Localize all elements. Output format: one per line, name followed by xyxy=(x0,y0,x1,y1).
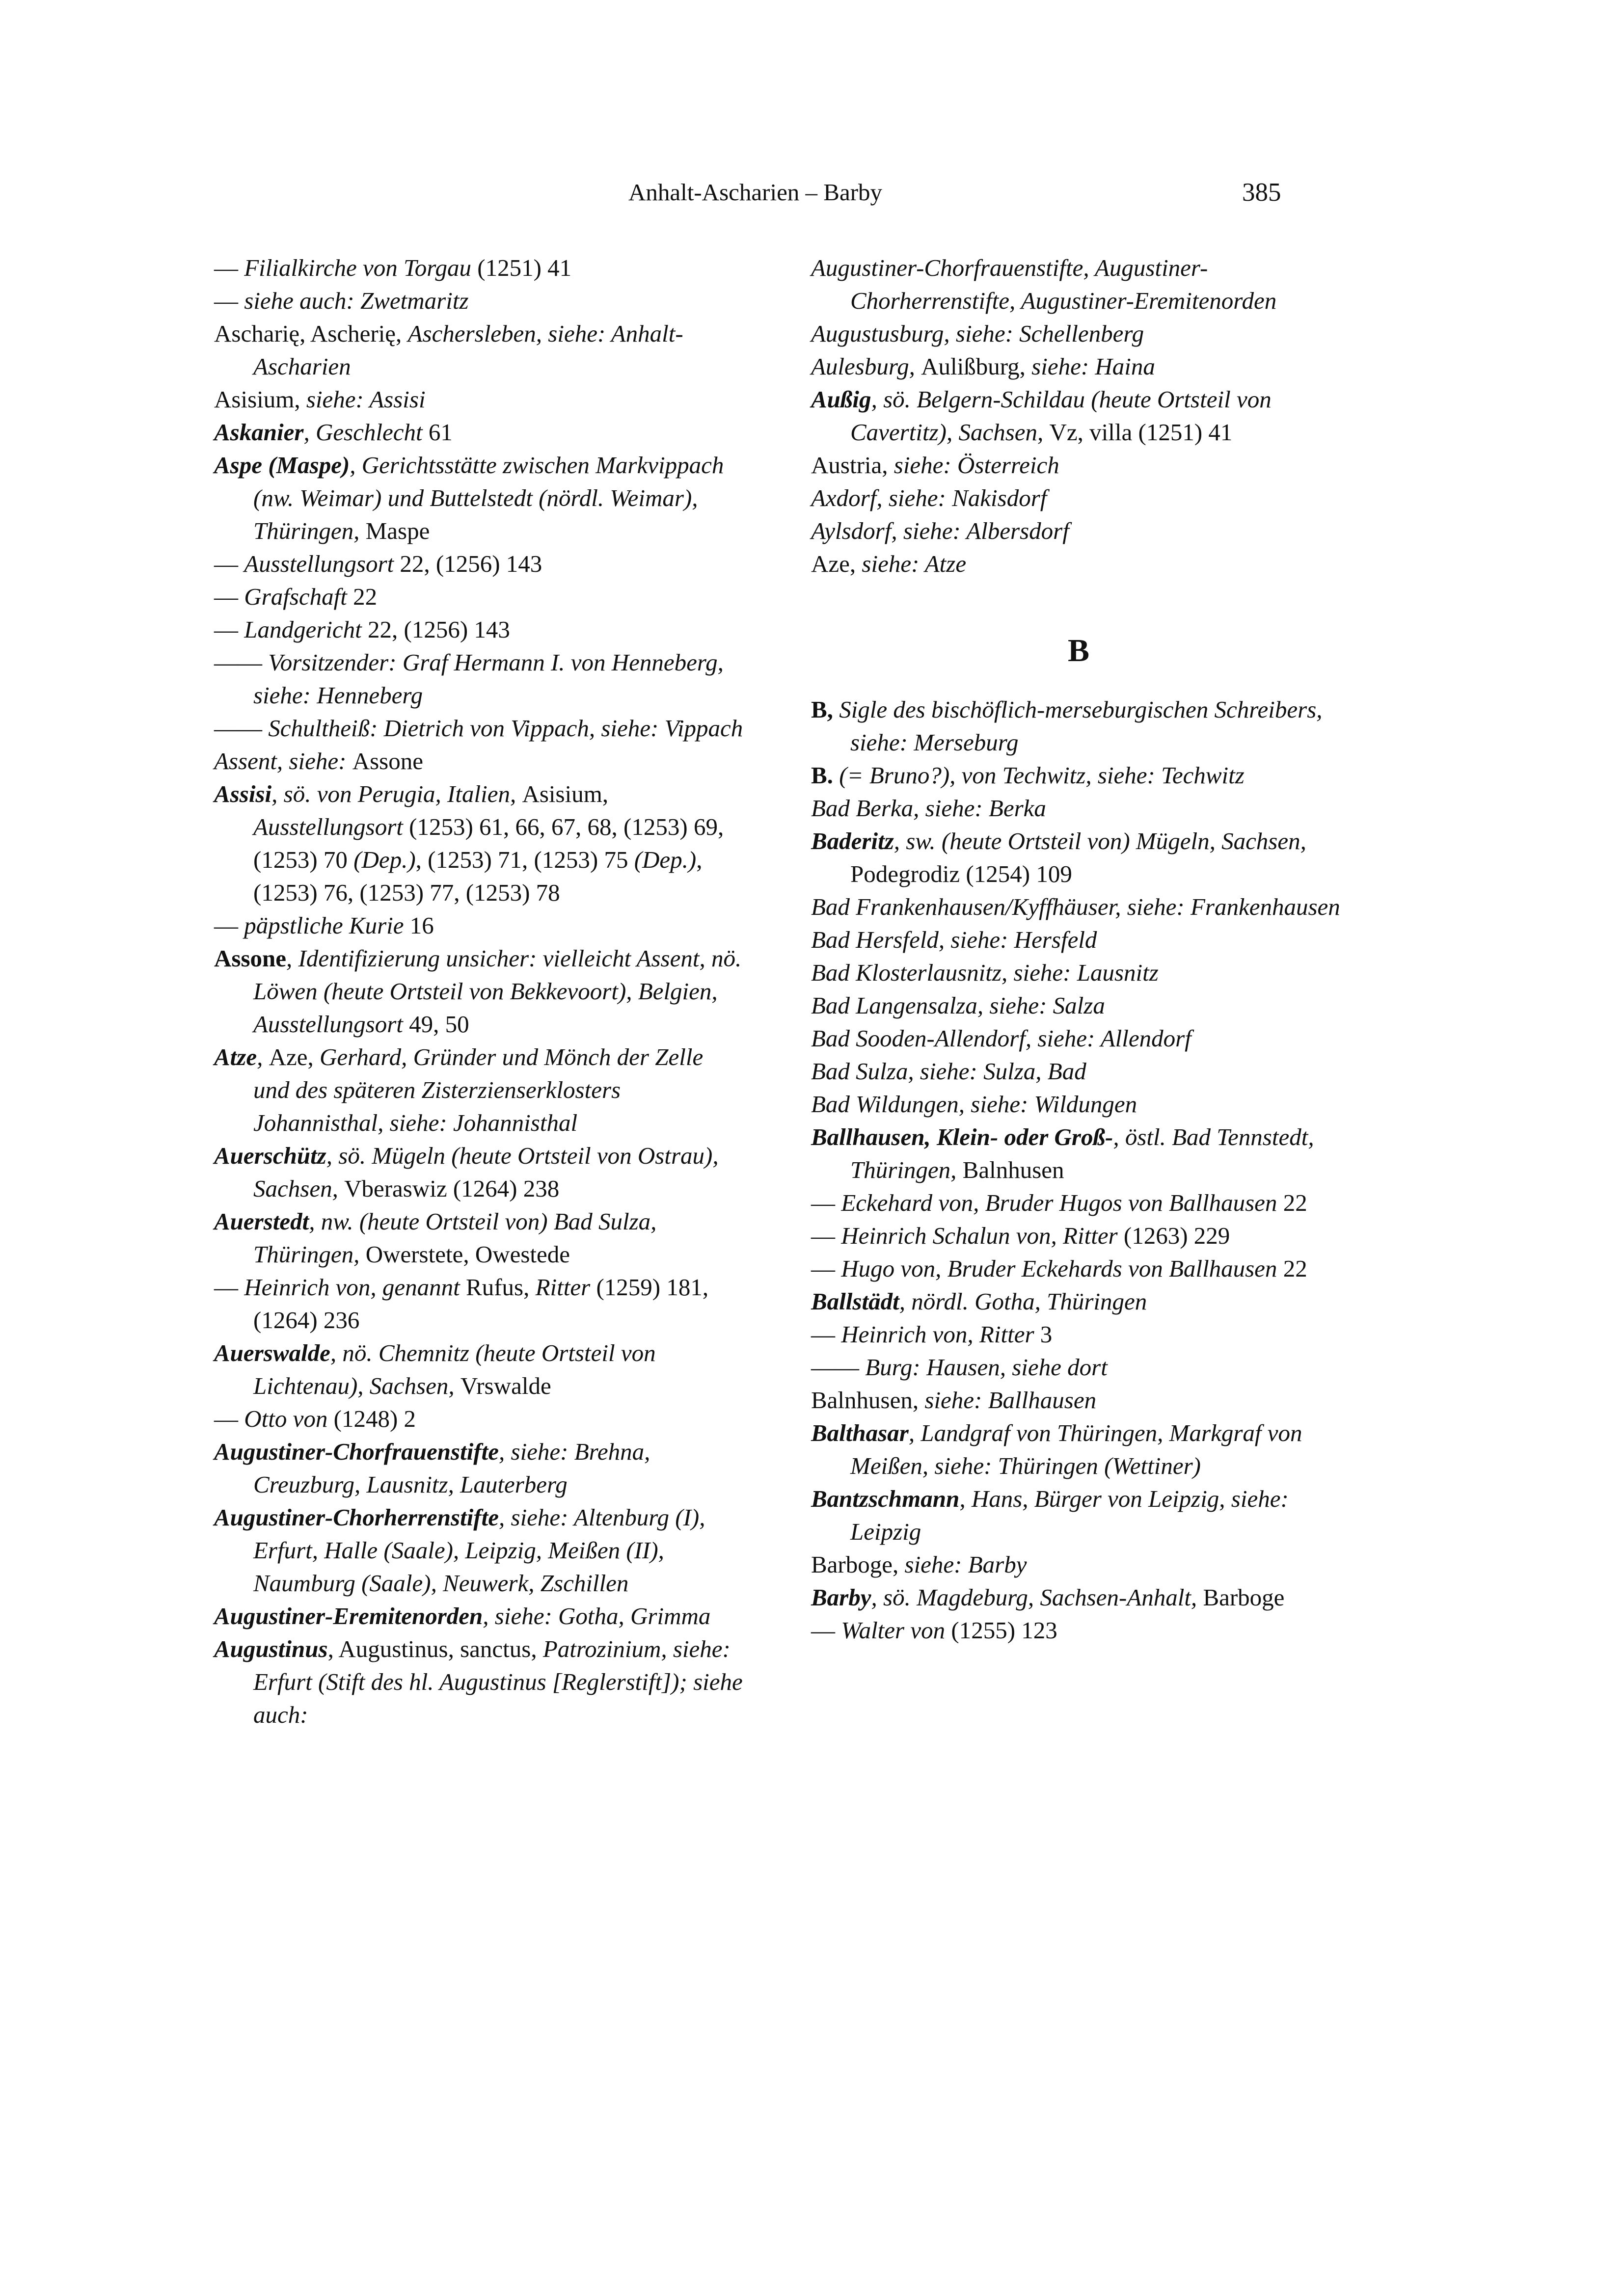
entry-text: Aylsdorf, siehe: Albersdorf xyxy=(811,517,1069,544)
entry-text: Bad Sulza, siehe: Sulza, Bad xyxy=(811,1058,1086,1085)
index-entry xyxy=(811,1416,1346,1482)
entry-text: Bad Langensalza, siehe: Salza xyxy=(811,992,1105,1019)
entry-text: Heinrich von, Ritter xyxy=(841,1321,1034,1348)
entry-text: (1255) 123 xyxy=(945,1617,1057,1644)
index-entry xyxy=(214,909,744,942)
index-entry xyxy=(811,1581,1346,1614)
entry-text: — xyxy=(214,583,244,610)
entry-text: Ausstellungsort xyxy=(253,813,403,840)
entry-text: Barby xyxy=(811,1584,871,1611)
entry-text: , Identifizierung unsicher: vielleicht Assent, nö. Löwen (heute Ortsteil von Bekkevoort), Belgien, Ausstellungsort xyxy=(253,945,742,1038)
index-entry xyxy=(811,923,1346,956)
entry-text: siehe: Barby xyxy=(904,1551,1027,1578)
entry-text: Balnhusen, xyxy=(811,1387,925,1414)
index-entry xyxy=(811,989,1346,1022)
entry-text: siehe: Atze xyxy=(862,550,967,577)
index-entry xyxy=(811,1088,1346,1121)
entry-text: , östl. Bad Tennstedt, Thüringen, xyxy=(850,1123,1314,1183)
entry-text: — xyxy=(214,287,244,314)
entry-text: Askanier xyxy=(214,419,304,446)
entry-text: Aze, xyxy=(269,1043,320,1070)
entry-text: Ballhausen, Klein- oder Groß- xyxy=(811,1123,1113,1150)
entry-text: — xyxy=(811,1222,841,1249)
index-entry xyxy=(811,251,1346,317)
index-entry xyxy=(214,1501,744,1600)
page-header xyxy=(0,173,1624,212)
entry-text: 49, 50 xyxy=(403,1011,469,1038)
entry-text: Ausstellungsort xyxy=(244,550,394,577)
index-entry xyxy=(214,1205,744,1271)
entry-text: — xyxy=(214,254,244,281)
page-number: 385 xyxy=(1242,178,1281,207)
entry-text: Bad Berka, siehe: Berka xyxy=(811,795,1046,822)
entry-text: Landgericht xyxy=(244,616,362,643)
index-entry xyxy=(811,693,1346,759)
index-entry xyxy=(811,1055,1346,1088)
entry-text: Vberaswiz (1264) 238 xyxy=(344,1175,560,1202)
entry-text: —— xyxy=(214,649,269,676)
entry-text: Schultheiß: Dietrich von Vippach, siehe: Vippach xyxy=(268,715,743,742)
index-entry xyxy=(214,284,744,317)
section-letter-heading: B xyxy=(1067,633,1090,668)
entry-text: Gerhard, Gründer und Mönch der Zelle und des späteren Zisterzienserklosters Johannisthal, siehe: Johannisthal xyxy=(253,1043,704,1136)
entry-text: — xyxy=(811,1255,841,1282)
entry-text: päpstliche Kurie xyxy=(244,912,404,939)
entry-text: B. xyxy=(811,762,839,789)
index-entry xyxy=(214,449,744,547)
index-entry xyxy=(214,1435,744,1501)
entry-text: Vrswalde xyxy=(460,1372,551,1399)
entry-text: Asisium, xyxy=(214,386,306,413)
index-entry xyxy=(811,1219,1346,1252)
entry-text: Barboge, xyxy=(811,1551,905,1578)
index-entry xyxy=(811,547,1346,580)
entry-text: , (1253) 76, (1253) 77, (1253) 78 xyxy=(253,846,703,906)
entry-text: Bad Frankenhausen/Kyffhäuser, siehe: Frankenhausen xyxy=(811,893,1340,920)
entry-text: Assisi xyxy=(214,780,272,807)
entry-text: 22, (1256) 143 xyxy=(394,550,542,577)
index-entry xyxy=(811,956,1346,989)
entry-text: , nördl. Gotha, Thüringen xyxy=(899,1288,1147,1315)
entry-text: Otto von xyxy=(244,1405,328,1432)
entry-text: , siehe: Gotha, Grimma xyxy=(483,1602,711,1629)
entry-text: Aze, xyxy=(811,550,862,577)
index-entry xyxy=(214,317,744,383)
entry-text: , Geschlecht xyxy=(303,419,429,446)
index-entry xyxy=(811,759,1346,792)
entry-text: , xyxy=(327,1635,339,1662)
index-column-left xyxy=(214,251,744,1731)
entry-text: Owerstete, Owestede xyxy=(365,1241,570,1268)
index-entry xyxy=(811,449,1346,481)
entry-text: Podegrodiz (1254) 109 xyxy=(850,860,1072,887)
entry-text: , Gerichtsstätte zwischen Markvippach (nw. Weimar) und Buttelstedt (nördl. Weimar), Thüringen, xyxy=(253,452,724,544)
entry-text: , siehe: Brehna, Creuzburg, Lausnitz, Lauterberg xyxy=(253,1438,650,1498)
entry-text: Eckehard von, Bruder Hugos von Ballhausen xyxy=(841,1189,1277,1216)
entry-text: Barboge xyxy=(1203,1584,1285,1611)
entry-text: Bad Klosterlausnitz, siehe: Lausnitz xyxy=(811,959,1159,986)
entry-text: (Dep.) xyxy=(634,846,697,873)
index-entry xyxy=(811,1614,1346,1647)
entry-text: (1251) 41 xyxy=(471,254,572,281)
entry-text: , xyxy=(257,1043,269,1070)
entry-text: Augustinus xyxy=(214,1635,328,1662)
index-entry xyxy=(811,1351,1346,1384)
entry-text: Balthasar xyxy=(811,1419,909,1446)
entry-text: — xyxy=(811,1189,841,1216)
index-entry xyxy=(811,514,1346,547)
entry-text: Augustiner-Chorherrenstifte xyxy=(214,1504,499,1531)
index-entry xyxy=(811,317,1346,350)
entry-text: Assent, siehe: xyxy=(214,748,352,774)
entry-text: Augustiner-Chorfrauenstifte, Augustiner-Chorherrenstifte, Augustiner-Eremitenorden xyxy=(811,254,1277,314)
entry-text: 22 xyxy=(1277,1255,1307,1282)
entry-text: , sö. Belgern-Schildau (heute Ortsteil von Cavertitz), Sachsen, xyxy=(850,386,1272,446)
entry-text: Augustinus, sanctus, xyxy=(338,1635,543,1662)
entry-text: Bad Hersfeld, siehe: Hersfeld xyxy=(811,926,1097,953)
entry-text: Ballstädt xyxy=(811,1288,899,1315)
entry-text: Atze xyxy=(214,1043,257,1070)
entry-text: , nw. (heute Ortsteil von) Bad Sulza, Thüringen, xyxy=(253,1208,657,1268)
entry-text: siehe: Ballhausen xyxy=(924,1387,1097,1414)
running-title: Anhalt-Ascharien – Barby xyxy=(628,179,883,206)
entry-text: (Dep.) xyxy=(353,846,416,873)
entry-text: Aulißburg, xyxy=(921,353,1032,380)
entry-text: Walter von xyxy=(841,1617,946,1644)
index-entry xyxy=(214,416,744,449)
entry-text: (1248) 2 xyxy=(327,1405,416,1432)
entry-text: — xyxy=(214,616,244,643)
entry-text: — xyxy=(811,1321,841,1348)
entry-text: Balnhusen xyxy=(962,1156,1064,1183)
entry-text: Vz, villa (1251) 41 xyxy=(1049,419,1233,446)
entry-text: (1259) 181, (1264) 236 xyxy=(253,1274,709,1334)
entry-text: Augustusburg, siehe: Schellenberg xyxy=(811,320,1144,347)
index-entry xyxy=(811,1285,1346,1318)
entry-text: siehe: Haina xyxy=(1031,353,1155,380)
entry-text: , sö. Mügeln (heute Ortsteil von Ostrau), Sachsen, xyxy=(253,1142,719,1202)
entry-text: , sö. Magdeburg, Sachsen-Anhalt, xyxy=(871,1584,1203,1611)
entry-text: Patrozinium, siehe: Erfurt (Stift des hl. Augustinus [Reglerstift]); siehe auch: xyxy=(253,1635,743,1728)
entry-text: Asisium, xyxy=(522,780,609,807)
entry-text: siehe: Assisi xyxy=(306,386,426,413)
entry-text: (1263) 229 xyxy=(1117,1222,1230,1249)
entry-text: 61 xyxy=(428,419,453,446)
entry-text: — xyxy=(214,1405,244,1432)
entry-text: —— xyxy=(214,715,269,742)
entry-text: 3 xyxy=(1034,1321,1053,1348)
entry-text: Burg: Hausen, siehe dort xyxy=(865,1354,1108,1381)
index-entry xyxy=(811,1186,1346,1219)
index-entry xyxy=(811,1384,1346,1416)
entry-text: Bantzschmann xyxy=(811,1485,960,1512)
index-entry xyxy=(811,825,1346,890)
entry-text: , Hans, Bürger von Leipzig, siehe: Leipzig xyxy=(850,1485,1289,1545)
entry-text: , Landgraf von Thüringen, Markgraf von Meißen, siehe: Thüringen (Wettiner) xyxy=(850,1419,1302,1479)
entry-text: Aschersleben, siehe: Anhalt-Ascharien xyxy=(253,320,683,380)
index-entry xyxy=(811,1482,1346,1548)
entry-text: Aspe (Maspe) xyxy=(214,452,350,479)
entry-text: Augustiner-Chorfrauenstifte xyxy=(214,1438,499,1465)
index-entry xyxy=(214,646,744,712)
index-entry xyxy=(214,1139,744,1205)
entry-text: (1253) 61, 66, 67, 68, (1253) 69, (1253) 70 xyxy=(253,813,724,873)
index-entry xyxy=(811,481,1346,514)
index-entry xyxy=(214,383,744,416)
entry-text: Sigle des bischöflich-merseburgischen Schreibers, siehe: Merseburg xyxy=(839,696,1323,756)
index-entry xyxy=(811,890,1346,923)
entry-text: , siehe: Altenburg (I), Erfurt, Halle (Saale), Leipzig, Meißen (II), Naumburg (Saale), Neuwerk, Zschillen xyxy=(253,1504,705,1597)
index-entry xyxy=(811,1022,1346,1055)
entry-text: B, xyxy=(811,696,839,723)
entry-text: (= Bruno?), von Techwitz, siehe: Techwitz xyxy=(839,762,1245,789)
entry-text: Bad Wildungen, siehe: Wildungen xyxy=(811,1091,1137,1118)
index-column-right xyxy=(811,251,1346,1647)
index-entry xyxy=(811,350,1346,383)
entry-text: Filialkirche von Torgau xyxy=(244,254,471,281)
index-entry xyxy=(214,547,744,580)
index-entry xyxy=(811,1121,1346,1186)
entry-text: Baderitz xyxy=(811,828,894,854)
entry-text: —— xyxy=(811,1354,866,1381)
entry-text: Auerstedt xyxy=(214,1208,309,1235)
entry-text: Auerschütz xyxy=(214,1142,326,1169)
index-entry xyxy=(811,383,1346,449)
entry-text: — xyxy=(214,912,244,939)
index-entry xyxy=(214,1271,744,1336)
index-entry xyxy=(214,1600,744,1632)
entry-text: Austria, xyxy=(811,452,894,479)
index-entry xyxy=(214,613,744,646)
entry-text: siehe: Österreich xyxy=(893,452,1059,479)
entry-text: Axdorf, siehe: Nakisdorf xyxy=(811,484,1047,511)
entry-text: Ascharię, Ascherię, xyxy=(214,320,408,347)
index-entry xyxy=(811,1318,1346,1351)
index-entry xyxy=(214,745,744,777)
entry-text: Assone xyxy=(214,945,287,972)
entry-text: Heinrich Schalun von, Ritter xyxy=(841,1222,1118,1249)
entry-text: , nö. Chemnitz (heute Ortsteil von Lichtenau), Sachsen, xyxy=(253,1339,656,1399)
entry-text: Maspe xyxy=(365,517,430,544)
entry-text: Rufus, xyxy=(466,1274,536,1301)
entry-text: Vorsitzender: Graf Hermann I. von Henneberg, siehe: Henneberg xyxy=(253,649,724,709)
entry-text: 22 xyxy=(1277,1189,1307,1216)
entry-text: Aulesburg, xyxy=(811,353,921,380)
index-entry xyxy=(811,1252,1346,1285)
entry-text: Auerswalde xyxy=(214,1339,330,1366)
entry-text: siehe auch: Zwetmaritz xyxy=(244,287,469,314)
index-entry xyxy=(214,712,744,745)
entry-text: , sw. (heute Ortsteil von) Mügeln, Sachsen, xyxy=(893,828,1306,854)
entry-text: 22, (1256) 143 xyxy=(361,616,510,643)
entry-text: , (1253) 71, (1253) 75 xyxy=(415,846,634,873)
index-entry xyxy=(214,1041,744,1139)
entry-text: 22 xyxy=(347,583,378,610)
entry-text: , sö. von Perugia, Italien, xyxy=(271,780,522,807)
index-entry xyxy=(214,1402,744,1435)
entry-text: — xyxy=(214,550,244,577)
entry-text: Heinrich von, genannt xyxy=(244,1274,466,1301)
entry-text: Außig xyxy=(811,386,871,413)
entry-text: — xyxy=(811,1617,841,1644)
index-entry xyxy=(214,251,744,284)
index-entry xyxy=(811,1548,1346,1581)
index-entry xyxy=(214,777,744,909)
index-entry xyxy=(214,1632,744,1731)
entry-text: — xyxy=(214,1274,244,1301)
index-entry xyxy=(811,792,1346,825)
index-entry xyxy=(214,1336,744,1402)
index-entry xyxy=(214,942,744,1041)
entry-text: Ritter xyxy=(535,1274,591,1301)
entry-text: Assone xyxy=(352,748,423,774)
entry-text: Grafschaft xyxy=(244,583,347,610)
index-entry xyxy=(214,580,744,613)
entry-text: Hugo von, Bruder Eckehards von Ballhausen xyxy=(841,1255,1277,1282)
entry-text: 16 xyxy=(404,912,434,939)
entry-text: Augustiner-Eremitenorden xyxy=(214,1602,483,1629)
entry-text: Bad Sooden-Allendorf, siehe: Allendorf xyxy=(811,1025,1191,1052)
